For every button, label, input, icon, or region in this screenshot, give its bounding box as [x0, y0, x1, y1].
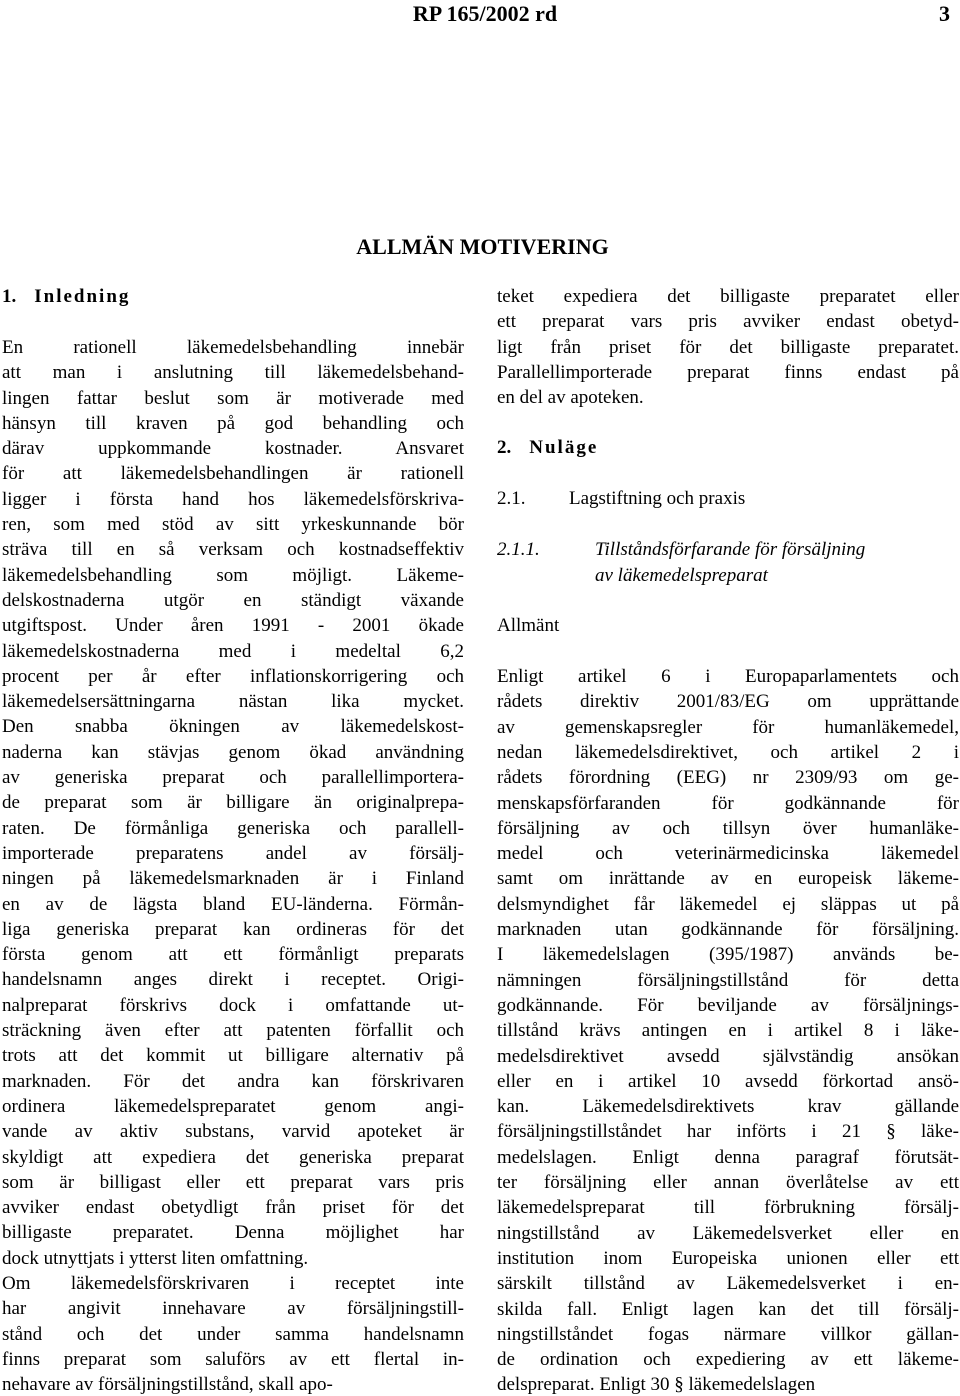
- paragraph-introduction: [2, 335, 464, 1271]
- section-number: 1.: [2, 286, 17, 307]
- text-line: procent per år efter inflationskorrigering och: [2, 665, 464, 687]
- page-number: 3: [939, 1, 950, 26]
- text-line: billigaste preparatet. Denna möjlighet har: [2, 1222, 464, 1244]
- text-line: Enligt artikel 6 i Europaparlamentets och: [497, 666, 959, 688]
- text-line: medelslagen. Enligt denna paragraf förutsät-: [497, 1146, 959, 1168]
- paragraph-prescriber: [2, 1271, 464, 1394]
- text-line: delspreparat. Enligt 30 § läkemedelslagen: [497, 1374, 816, 1394]
- text-line: första genom att ett förmånligt preparats: [2, 944, 464, 966]
- section-heading-inledning: [2, 284, 464, 310]
- text-line: Den snabba ökningen av läkemedelskost-: [2, 716, 464, 738]
- text-line: sträva till en så verksam och kostnadseffektiv: [2, 539, 464, 561]
- text-line: ett preparat vars pris avviker endast obetyd-: [497, 311, 959, 333]
- text-line: för att läkemedelsbehandlingen är rationell: [2, 463, 464, 485]
- text-line: ren, som med stöd av sitt yrkeskunnande bör: [2, 514, 464, 536]
- text-line: av gemenskapsregler för humanläkemedel,: [497, 716, 959, 738]
- text-line: ningstillstånd av Läkemedelsverket eller en: [497, 1222, 959, 1244]
- document-header-title: RP 165/2002 rd: [412, 1, 558, 26]
- text-line: ningstillståndet fogas närmare villkor gällan-: [497, 1323, 959, 1345]
- text-line: som är billigast eller ett preparat vars pris: [2, 1171, 464, 1193]
- text-line: avviker endast obetydligt från priset för det: [2, 1197, 464, 1219]
- left-column: [2, 284, 464, 1394]
- text-line: att man i anslutning till läkemedelsbehand-: [2, 362, 464, 384]
- text-line: läkemedelspreparat till förbrukning försälj-: [497, 1197, 959, 1219]
- subsection-heading: [497, 486, 959, 512]
- text-line: I läkemedelslagen (395/1987) används be-: [497, 944, 959, 966]
- text-line: skyldigt att expediera det generiska preparat: [2, 1146, 464, 1168]
- text-line: importerade preparatens andel av försälj-: [2, 842, 464, 864]
- text-line: ter försäljning eller annan överlåtelse av ett: [497, 1172, 959, 1194]
- text-line: ningen på läkemedelsmarknaden är i Finland: [2, 868, 464, 890]
- text-line: marknaden. För det andra kan förskrivaren: [2, 1070, 464, 1092]
- text-line: nämningen försäljningstillstånd för detta: [497, 969, 959, 991]
- text-line: vande av aktiv substans, varvid apoteket är: [2, 1121, 464, 1143]
- text-line: institution inom Europeiska unionen eller ett: [497, 1247, 959, 1269]
- subsubsection-heading: [497, 537, 959, 588]
- text-line: därav uppkommande kostnader. Ansvaret: [2, 438, 464, 460]
- text-line: liga generiska preparat kan ordineras för det: [2, 918, 464, 940]
- text-line: försäljningstillståndet har införts i 21 § läke-: [497, 1121, 959, 1143]
- text-line: finns preparat som saluförs av ett flertal in-: [2, 1348, 464, 1370]
- text-line: skilda fall. Enligt lagen kan det till försälj-: [497, 1298, 959, 1320]
- text-line: kan. Läkemedelsdirektivets krav gällande: [497, 1096, 959, 1118]
- text-line: utgiftspost. Under åren 1991 - 2001 ökade: [2, 615, 464, 637]
- text-line: av generiska preparat och parallellimportera-: [2, 767, 464, 789]
- text-line: försäljning av och tillsyn över humanläke-: [497, 817, 959, 839]
- text-line: ligger i första hand hos läkemedelsförskriva-: [2, 488, 464, 510]
- section-heading-nulage: [497, 435, 959, 461]
- text-line: eller en i artikel 10 avsedd förkortad ansö-: [497, 1070, 959, 1092]
- text-line: nehavare av försäljningstillstånd, skall apo-: [2, 1374, 333, 1394]
- text-line: en av de lägsta bland EU-länderna. Förmån-: [2, 893, 464, 915]
- text-line: sträckning även efter att patenten förfallit och: [2, 1020, 464, 1042]
- text-line: Parallellimporterade preparat finns endast på: [497, 361, 959, 383]
- right-column: [497, 284, 959, 1394]
- text-line: nalpreparat förskrivs dock i omfattande ut-: [2, 994, 464, 1016]
- text-line: handelsnamn anges direkt i receptet. Origi-: [2, 969, 464, 991]
- text-line: de ordination och expediering av ett läkeme-: [497, 1349, 959, 1371]
- text-line: medelsdirektivet avsedd självständig ansökan: [497, 1045, 959, 1067]
- subsubsection-title-line1: Tillståndsförfarande för försäljning: [595, 539, 866, 561]
- subheading-allmant: Allmänt: [497, 615, 560, 637]
- subsubsection-number: 2.1.1.: [497, 539, 540, 561]
- text-line: lingen fattar beslut som är motiverade med: [2, 387, 464, 409]
- text-line: särskilt tillstånd av Läkemedelsverket i en-: [497, 1273, 959, 1295]
- text-line: rådets direktiv 2001/83/EG om upprättande: [497, 691, 959, 713]
- section-number: 2.: [497, 437, 512, 459]
- text-line: medel och veterinärmedicinska läkemedel: [497, 843, 959, 865]
- text-line: en del av apoteken.: [497, 387, 644, 409]
- main-heading: ALLMÄN MOTIVERING: [356, 234, 609, 259]
- text-line: menskapsförfaranden för godkännande för: [497, 792, 959, 814]
- text-line: de preparat som är billigare än originalprepa-: [2, 792, 464, 814]
- text-line: naderna kan stävjas genom ökad användning: [2, 741, 464, 763]
- text-line: ligt från priset för det billigaste preparatet.: [497, 336, 959, 358]
- subsubsection-title-line2: av läkemedelspreparat: [595, 564, 768, 586]
- paragraph-general: [497, 664, 959, 1394]
- text-line: delskostnaderna utgör en ständigt växande: [2, 589, 464, 611]
- text-line: läkemedelsbehandling som möjligt. Läkeme-: [2, 564, 464, 586]
- text-line: trots att det kommit ut billigare alternativ på: [2, 1045, 464, 1067]
- subsection-number: 2.1.: [497, 488, 526, 510]
- section-title: Nuläge: [529, 437, 599, 459]
- text-line: rådets förordning (EEG) nr 2309/93 om ge-: [497, 767, 959, 789]
- text-line: Om läkemedelsförskrivaren i receptet inte: [2, 1272, 464, 1294]
- text-line: raten. De förmånliga generiska och parallell-: [2, 817, 464, 839]
- text-line: En rationell läkemedelsbehandling innebär: [2, 337, 464, 358]
- text-line: har angivit innehavare av försäljningstill-: [2, 1298, 464, 1320]
- text-line: läkemedelskostnaderna med i medeltal 6,2: [2, 640, 464, 662]
- text-line: godkännande. För beviljande av försäljnings-: [497, 994, 959, 1016]
- text-line: tillstånd krävs antingen en i artikel 8 i läke-: [497, 1020, 959, 1042]
- text-line: hänsyn till kraven på god behandling och: [2, 412, 464, 434]
- text-line: teket expediera det billigaste preparatet eller: [497, 286, 959, 307]
- section-title: Inledning: [34, 286, 131, 307]
- text-line: stånd och det under samma handelsnamn: [2, 1323, 464, 1345]
- paragraph-continuation: [497, 284, 959, 410]
- text-line: nedan läkemedelsdirektivet, och artikel 2 i: [497, 741, 959, 763]
- text-line: marknaden utan godkännande för försäljning.: [497, 919, 959, 941]
- text-line: samt om inrättande av en europeisk läkeme-: [497, 868, 959, 890]
- text-line: läkemedelsersättningarna nästan lika mycket.: [2, 691, 464, 713]
- subsection-title: Lagstiftning och praxis: [569, 488, 746, 510]
- text-line: dock utnyttjats i ytterst liten omfattning.: [2, 1247, 309, 1269]
- text-line: ordinera läkemedelspreparatet genom angi-: [2, 1095, 464, 1117]
- text-line: delsmyndighet får läkemedel ej släppas ut på: [497, 893, 959, 915]
